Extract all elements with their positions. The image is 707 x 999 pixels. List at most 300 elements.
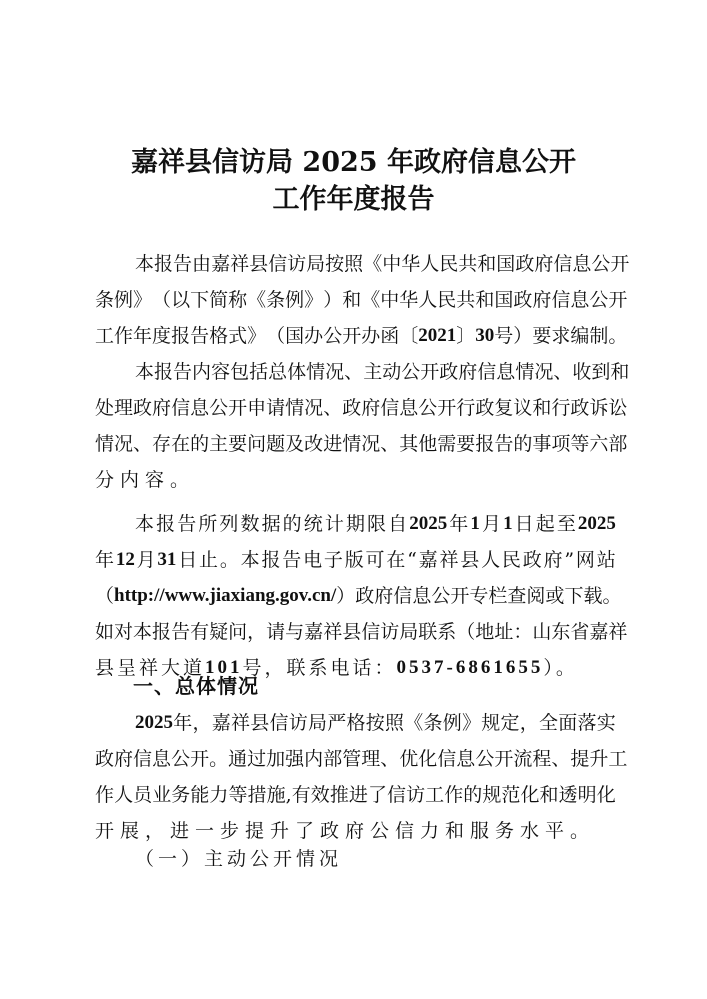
text-token: 公 — [323, 325, 343, 347]
paragraph-line — [95, 618, 628, 646]
text-token: 人 — [420, 253, 440, 275]
text-token: 〕 — [456, 325, 476, 347]
paragraph-line: 县呈祥大道 101 号，联系电话： 0537-6861655 ）。 — [95, 657, 578, 679]
text-token: 项 — [551, 433, 571, 455]
text-token: 疑 — [209, 621, 229, 643]
text-token: 六 — [589, 433, 609, 455]
text-token: 透 — [558, 784, 578, 806]
text-token: ） — [323, 289, 343, 311]
text-token: 访 — [288, 712, 308, 734]
text-token: 人 — [114, 784, 134, 806]
text-token: 的 — [190, 433, 210, 455]
text-token: 主 — [363, 361, 383, 383]
text-token: 访 — [406, 784, 426, 806]
text-token: 按 — [325, 253, 345, 275]
text-token: 度 — [152, 325, 172, 347]
text-token: 、 — [553, 361, 573, 383]
text-token: 提 — [570, 748, 590, 770]
text-token: 信 — [268, 253, 288, 275]
text-token: 东 — [551, 621, 571, 643]
text-token: 强 — [285, 748, 305, 770]
text-token: 信 — [387, 784, 407, 806]
text-token: 计 — [324, 513, 344, 535]
text-token: 了 — [367, 784, 387, 806]
text-token: 条 — [266, 289, 286, 311]
text-token: 公 — [418, 397, 438, 419]
text-token: 等 — [570, 433, 590, 455]
text-token: 化 — [520, 784, 540, 806]
text-token: 局 — [399, 621, 419, 643]
text-token: 他 — [418, 433, 438, 455]
text-token: ： — [513, 621, 533, 643]
text-token: 情 — [285, 397, 305, 419]
text-token: 制 — [589, 325, 609, 347]
text-token: 共 — [458, 253, 478, 275]
paragraph-line — [135, 510, 616, 538]
text-token: 条 — [95, 289, 115, 311]
text-token: 和 — [610, 361, 630, 383]
text-token: 、 — [323, 397, 343, 419]
text-token: ” — [564, 549, 575, 571]
text-token: 阅 — [526, 585, 546, 607]
text-token: 升 — [589, 748, 609, 770]
text-token: 查 — [507, 585, 527, 607]
text-token: 》 — [461, 712, 481, 734]
text-token: 报 — [152, 621, 172, 643]
text-token: 县 — [460, 549, 480, 571]
text-token: 系 — [437, 621, 457, 643]
text-token: 、 — [551, 748, 571, 770]
text-token: 本 — [133, 621, 153, 643]
text-token: 报 — [261, 549, 281, 571]
text-token: 理 — [361, 748, 381, 770]
text-token: 公 — [475, 748, 495, 770]
text-token: 》 — [133, 289, 153, 311]
text-token: 民 — [437, 289, 457, 311]
text-token: ） — [513, 325, 533, 347]
text-token: 华 — [399, 289, 419, 311]
text-token: 信 — [269, 712, 289, 734]
text-token: 与 — [285, 621, 305, 643]
text-token: 山 — [532, 621, 552, 643]
text-token: , — [285, 784, 292, 806]
text-token: 求 — [551, 325, 571, 347]
text-token: 县 — [250, 712, 270, 734]
text-token: 公 — [589, 289, 609, 311]
text-token: 信 — [361, 621, 381, 643]
text-token: 1 — [503, 513, 513, 534]
text-token: （ — [95, 585, 115, 607]
text-token: 效 — [310, 784, 330, 806]
text-token: 告 — [173, 361, 193, 383]
text-token: （ — [456, 621, 476, 643]
text-token: 日 — [514, 513, 534, 535]
text-token: 嘉 — [211, 253, 231, 275]
text-token: 照 — [344, 253, 364, 275]
text-token: 府 — [374, 585, 394, 607]
text-token: 和 — [475, 289, 495, 311]
text-token: 专 — [469, 585, 489, 607]
text-token: 》 — [247, 325, 267, 347]
text-token: 人 — [481, 549, 501, 571]
text-token: 内 — [192, 361, 212, 383]
text-token: 开 — [228, 397, 248, 419]
text-token: 《 — [361, 289, 381, 311]
text-token: 栏 — [488, 585, 508, 607]
text-token: 民 — [439, 253, 459, 275]
text-token: 员 — [133, 784, 153, 806]
text-token: 民 — [501, 549, 521, 571]
text-token: 规 — [481, 712, 501, 734]
text-token: 和 — [477, 253, 497, 275]
text-token: 议 — [513, 397, 533, 419]
text-token: 报 — [475, 433, 495, 455]
text-token: 工 — [95, 325, 115, 347]
text-token: 开 — [494, 748, 514, 770]
text-token: 内 — [304, 748, 324, 770]
text-token: 中 — [382, 253, 402, 275]
text-token: 括 — [249, 361, 269, 383]
text-token: 月 — [136, 549, 156, 571]
text-token: ， — [192, 712, 212, 734]
text-token: 信 — [553, 253, 573, 275]
section-heading-overview: 一、总体情况 — [133, 674, 259, 698]
text-token: 开 — [342, 325, 362, 347]
text-token: “ — [407, 549, 417, 571]
paragraph-line — [135, 709, 616, 737]
text-token: 题 — [266, 433, 286, 455]
text-token: 息 — [496, 361, 516, 383]
text-token: 要 — [532, 325, 552, 347]
text-token: 开 — [190, 748, 210, 770]
text-token: 况 — [534, 361, 554, 383]
text-token: 通 — [228, 748, 248, 770]
text-token: 明 — [577, 784, 597, 806]
text-token: 嘉 — [211, 712, 231, 734]
text-token: 网 — [575, 549, 595, 571]
text-token: 政 — [95, 748, 115, 770]
text-token: （ — [266, 325, 286, 347]
text-token: 容 — [211, 361, 231, 383]
text-token: 告 — [282, 549, 302, 571]
text-token: 和 — [539, 784, 559, 806]
text-token: 告 — [173, 253, 193, 275]
text-token: 情 — [515, 361, 535, 383]
text-token: 地 — [475, 621, 495, 643]
text-token: 工 — [608, 748, 628, 770]
text-token: 和 — [532, 397, 552, 419]
text-token: 。 — [209, 748, 229, 770]
text-token: 起 — [535, 513, 555, 535]
text-token: 《 — [404, 712, 424, 734]
text-token: 全 — [538, 712, 558, 734]
text-token: 要 — [456, 433, 476, 455]
text-token: 府 — [458, 361, 478, 383]
text-token: 政 — [133, 397, 153, 419]
text-token: 县 — [342, 621, 362, 643]
text-token: 推 — [329, 784, 349, 806]
text-token: 告 — [494, 433, 514, 455]
text-token: 嘉 — [304, 621, 324, 643]
text-token: 年 — [449, 513, 469, 535]
text-token: 能 — [190, 784, 210, 806]
text-token: 进 — [348, 784, 368, 806]
text-token: 包 — [230, 361, 250, 383]
text-token: 息 — [190, 397, 210, 419]
text-token: 府 — [152, 397, 172, 419]
text-token: 情 — [306, 361, 326, 383]
text-token: 。 — [602, 585, 622, 607]
text-token: 务 — [171, 784, 191, 806]
text-token: 本 — [135, 513, 155, 535]
text-token: 部 — [323, 748, 343, 770]
text-token: 公 — [401, 361, 421, 383]
text-token: 办 — [304, 325, 324, 347]
text-token: 请 — [266, 397, 286, 419]
text-token: 况 — [325, 361, 345, 383]
text-token: 的 — [513, 433, 533, 455]
text-token: 改 — [304, 433, 324, 455]
text-token: 至 — [556, 513, 576, 535]
text-token: 报 — [154, 253, 174, 275]
text-token: 中 — [380, 289, 400, 311]
text-token: 措 — [247, 784, 267, 806]
text-token: 函 — [380, 325, 400, 347]
text-token: 嘉 — [418, 549, 438, 571]
text-token: 息 — [572, 253, 592, 275]
paragraph-line — [135, 358, 630, 386]
text-token: 办 — [361, 325, 381, 347]
text-token: 祥 — [439, 549, 459, 571]
text-token: 实 — [596, 712, 616, 734]
text-token: 开 — [437, 397, 457, 419]
text-token: 嘉 — [589, 621, 609, 643]
text-token: 年 — [95, 549, 115, 571]
text-token: 站 — [596, 549, 616, 571]
text-token: 《 — [363, 253, 383, 275]
text-token: 对 — [114, 621, 134, 643]
text-token: 祥 — [323, 621, 343, 643]
text-token: 息 — [399, 397, 419, 419]
text-token: 告 — [177, 513, 197, 535]
text-token: 式 — [228, 325, 248, 347]
text-token: 。 — [608, 325, 628, 347]
text-token: 严 — [327, 712, 347, 734]
text-token: 由 — [192, 253, 212, 275]
text-token: 息 — [412, 585, 432, 607]
text-token: 列 — [219, 513, 239, 535]
text-token: 电 — [303, 549, 323, 571]
text-token: 府 — [532, 289, 552, 311]
text-token: 行 — [456, 397, 476, 419]
text-token: 在 — [171, 433, 191, 455]
text-token: 局 — [306, 253, 326, 275]
text-token: 需 — [437, 433, 457, 455]
text-token: 施 — [266, 784, 286, 806]
text-token: 国 — [494, 289, 514, 311]
text-token: 期 — [345, 513, 365, 535]
text-token: 、 — [380, 433, 400, 455]
text-token: 行 — [551, 397, 571, 419]
text-token: 况 — [304, 397, 324, 419]
text-token: 政 — [439, 361, 459, 383]
text-token: 联 — [418, 621, 438, 643]
text-token: 进 — [323, 433, 343, 455]
text-token: 自 — [388, 513, 408, 535]
text-token: 优 — [399, 748, 419, 770]
text-token: 部 — [608, 433, 628, 455]
text-token: 面 — [558, 712, 578, 734]
text-token: 流 — [513, 748, 533, 770]
text-token: 号 — [494, 325, 514, 347]
text-token: 公 — [171, 748, 191, 770]
text-token: 31 — [157, 549, 177, 570]
text-token: 1 — [470, 513, 480, 534]
text-token: 开 — [608, 289, 628, 311]
text-token: 格 — [209, 325, 229, 347]
text-token: 府 — [114, 748, 134, 770]
text-token: 共 — [456, 289, 476, 311]
text-token: 所 — [198, 513, 218, 535]
text-token: 报 — [156, 513, 176, 535]
paragraph-line — [95, 546, 616, 574]
text-token: 统 — [303, 513, 323, 535]
text-token: 信 — [380, 397, 400, 419]
text-token: 访 — [287, 253, 307, 275]
text-token: 报 — [171, 325, 191, 347]
text-token: 府 — [361, 397, 381, 419]
text-token: 祥 — [230, 712, 250, 734]
text-token: 格 — [346, 712, 366, 734]
text-token: 公 — [209, 397, 229, 419]
text-token: 2025 — [577, 513, 616, 534]
paragraph-line — [95, 745, 628, 773]
text-token: 体 — [287, 361, 307, 383]
text-token: 例 — [114, 289, 134, 311]
text-token: 限 — [367, 513, 387, 535]
text-token: 2025 — [135, 712, 173, 733]
text-token: 况 — [114, 433, 134, 455]
text-token: 主 — [209, 433, 229, 455]
text-token: 信 — [133, 748, 153, 770]
title-line-1: 嘉祥县信访局 2025 年政府信息公开 — [131, 147, 576, 178]
text-token: 存 — [152, 433, 172, 455]
text-token: 按 — [365, 712, 385, 734]
text-token: 动 — [382, 361, 402, 383]
text-token: 要 — [228, 433, 248, 455]
text-token: 息 — [570, 289, 590, 311]
text-token: 作 — [95, 784, 115, 806]
text-token: 公 — [591, 253, 611, 275]
text-token: 本 — [135, 253, 155, 275]
text-token: 信 — [393, 585, 413, 607]
text-token: 过 — [247, 748, 267, 770]
text-token: （ — [152, 289, 172, 311]
text-token: 管 — [342, 748, 362, 770]
text-token: 公 — [431, 585, 451, 607]
text-token: 政 — [475, 397, 495, 419]
text-token: 《 — [247, 289, 267, 311]
text-token: ， — [247, 621, 267, 643]
paragraph-line: 开展，进一步提升了政府公信力和服务水平。 — [95, 820, 596, 842]
text-token: 化 — [418, 748, 438, 770]
text-token: 、 — [344, 361, 364, 383]
text-token: 2025 — [409, 513, 448, 534]
text-token: 照 — [384, 712, 404, 734]
text-token: 信 — [437, 748, 457, 770]
text-token: 处 — [95, 397, 115, 419]
text-token: 政 — [570, 397, 590, 419]
text-token: 落 — [577, 712, 597, 734]
text-token: 问 — [228, 621, 248, 643]
text-token: 祥 — [230, 253, 250, 275]
text-token: 日 — [178, 549, 198, 571]
text-token: 子 — [323, 549, 343, 571]
text-token: 止 — [199, 549, 219, 571]
text-token: 下 — [564, 585, 584, 607]
text-token: 情 — [95, 433, 115, 455]
text-token: 到 — [591, 361, 611, 383]
paragraph-line: 分内容。 — [95, 469, 196, 491]
text-token: 问 — [247, 433, 267, 455]
text-token: 30 — [475, 325, 495, 346]
text-token: 条 — [423, 712, 443, 734]
paragraph-line — [135, 250, 630, 278]
text-token: 息 — [456, 748, 476, 770]
text-token: 总 — [268, 361, 288, 383]
text-token: 〔 — [399, 325, 419, 347]
text-token: 。 — [219, 549, 239, 571]
text-token: 、 — [133, 433, 153, 455]
text-token: 加 — [266, 748, 286, 770]
paragraph-line — [95, 394, 628, 422]
text-token: 下 — [190, 289, 210, 311]
paragraph-line — [95, 430, 628, 458]
text-token: 省 — [570, 621, 590, 643]
text-token: 理 — [114, 397, 134, 419]
title-line-2: 工作年度报告 — [272, 184, 435, 215]
text-token: 称 — [228, 289, 248, 311]
text-token: 开 — [610, 253, 630, 275]
text-token: 以 — [171, 289, 191, 311]
text-token: 规 — [482, 784, 502, 806]
text-token: 复 — [494, 397, 514, 419]
text-token: 国 — [285, 325, 305, 347]
text-token: 信 — [477, 361, 497, 383]
text-token: 信 — [551, 289, 571, 311]
text-token: 收 — [572, 361, 592, 383]
text-token: 政 — [355, 585, 375, 607]
text-token: 人 — [418, 289, 438, 311]
text-token: 开 — [450, 585, 470, 607]
text-token: 例 — [442, 712, 462, 734]
text-token: 政 — [522, 549, 542, 571]
text-token: 况 — [361, 433, 381, 455]
text-token: 》 — [304, 289, 324, 311]
text-token: 府 — [534, 253, 554, 275]
paragraph-line — [95, 286, 628, 314]
paragraph-line — [95, 781, 616, 809]
text-token: 讼 — [608, 397, 628, 419]
text-token: 2021 — [418, 325, 457, 346]
text-token: 范 — [501, 784, 521, 806]
text-token: 业 — [152, 784, 172, 806]
subsection-heading-proactive-disclosure: （一）主动公开情况 — [135, 848, 343, 870]
paragraph-line — [95, 322, 628, 350]
text-token: 址 — [494, 621, 514, 643]
text-token: 申 — [247, 397, 267, 419]
text-token: 祥 — [608, 621, 628, 643]
